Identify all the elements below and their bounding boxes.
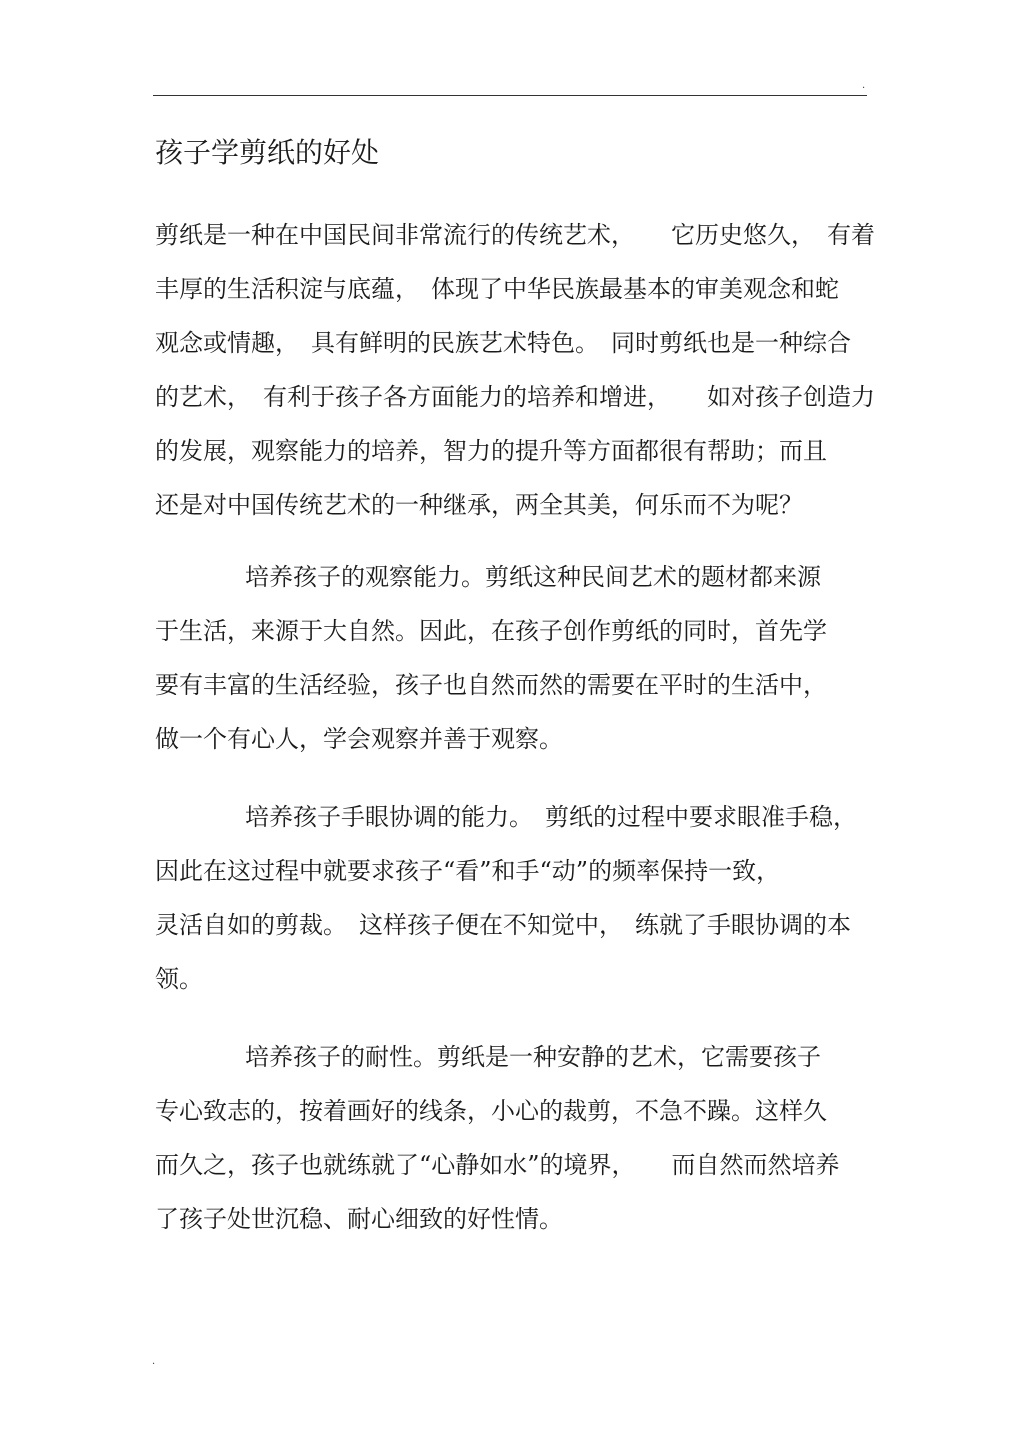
paragraph-line: 剪纸是一种在中国民间非常流行的传统艺术， 它历史悠久， 有着 <box>155 221 875 249</box>
document-title: 孩子学剪纸的好处 <box>155 136 380 169</box>
paragraph-line: 领。 <box>155 965 203 993</box>
paragraph-line: 观念或情趣， 具有鲜明的民族艺术特色。 同时剪纸也是一种综合 <box>155 329 851 357</box>
paragraph-line: 专心致志的，按着画好的线条，小心的裁剪，不急不躁。这样久 <box>155 1097 827 1125</box>
paragraph-line: 培养孩子的观察能力。剪纸这种民间艺术的题材都来源 <box>245 563 821 591</box>
paragraph-line: 做一个有心人，学会观察并善于观察。 <box>155 725 563 753</box>
paragraph-line: 而久之，孩子也就练就了“心静如水”的境界， 而自然而然培养 <box>155 1151 840 1179</box>
paragraph-line: 的艺术， 有利于孩子各方面能力的培养和增进， 如对孩子创造力 <box>155 383 875 411</box>
paragraph-line: 的发展，观察能力的培养，智力的提升等方面都很有帮助；而且 <box>155 437 827 465</box>
header-mark: · <box>862 83 866 94</box>
paragraph-line: 灵活自如的剪裁。 这样孩子便在不知觉中， 练就了手眼协调的本 <box>155 911 851 939</box>
paragraph-line: 因此在这过程中就要求孩子“看”和手“动”的频率保持一致， <box>155 857 781 885</box>
paragraph-line: 于生活，来源于大自然。因此，在孩子创作剪纸的同时，首先学 <box>155 617 827 645</box>
paragraph-line: 培养孩子手眼协调的能力。 剪纸的过程中要求眼准手稳， <box>245 803 857 831</box>
header-rule <box>153 95 867 96</box>
paragraph-line: 要有丰富的生活经验，孩子也自然而然的需要在平时的生活中， <box>155 671 827 699</box>
paragraph-line: 培养孩子的耐性。剪纸是一种安静的艺术，它需要孩子 <box>245 1043 821 1071</box>
paragraph-line: 了孩子处世沉稳、耐心细致的好性情。 <box>155 1205 563 1233</box>
footer-mark: · <box>152 1359 156 1370</box>
paragraph-line: 丰厚的生活积淀与底蕴， 体现了中华民族最基本的审美观念和蛇 <box>155 275 839 303</box>
paragraph-line: 还是对中国传统艺术的一种继承，两全其美，何乐而不为呢？ <box>155 491 803 519</box>
